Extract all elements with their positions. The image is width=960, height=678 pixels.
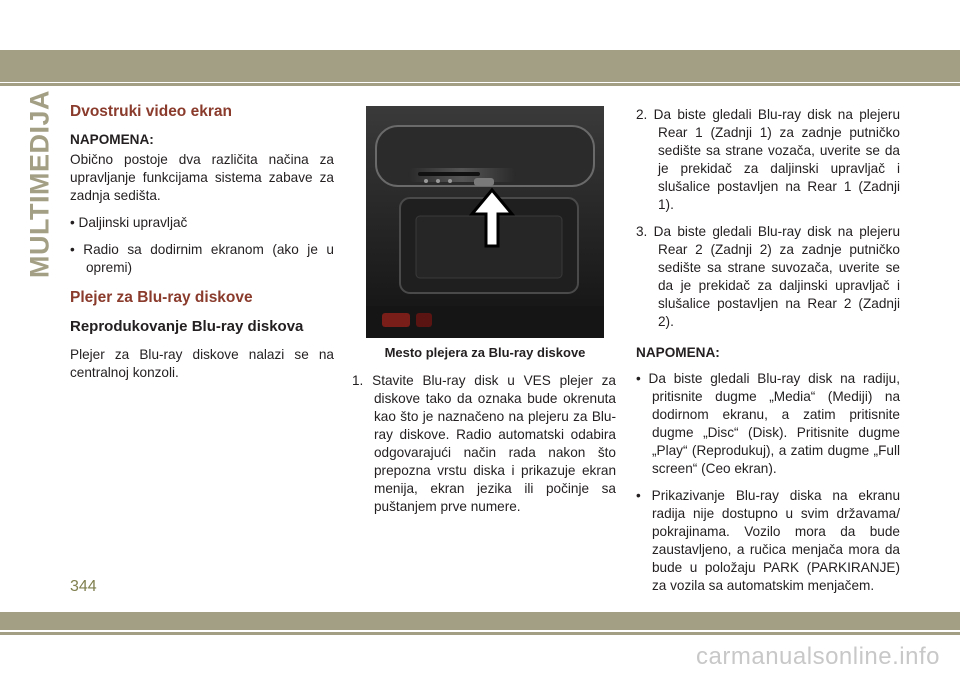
note-label-right: NAPOMENA: [636, 345, 720, 360]
section-tab-label: MULTIMEDIJA [24, 90, 55, 278]
heading-dual-video: Dvostruki video ekran [70, 103, 232, 120]
left-column [70, 102, 334, 382]
step-3: 3. Da biste gledali Blu-ray disk na plejeru Rear 2 (Zadnji 2) za zadnje putničko sedište sa strane suvozača, uverite se da je prekidač za daljinski upravljač i slušalice postavljen na Rear 2 (Zadnji 2). [636, 224, 900, 329]
note-text: Obično postoje dva različita načina za upravljanje funkcijama sistema zabave za zadnja sedišta. [70, 152, 334, 203]
middle-column [352, 372, 616, 516]
note-label: NAPOMENA: [70, 132, 154, 147]
bullet-touchscreen: • Radio sa dodirnim ekranom (ako je u opremi) [70, 242, 334, 275]
note-bullet-media: • Da biste gledali Blu-ray disk na radiju, pritisnite dugme „Media“ (Mediji) na dodirnom ekranu, a zatim pritisnite dugme „Disc“ (Disk). Pritisnite dugme „Play“ (Reprodukuj), a zatim dugme „Full screen“ (Ceo ekran). [636, 371, 900, 476]
console-illustration [366, 106, 604, 338]
header-rule [0, 83, 960, 86]
watermark: carmanualsonline.info [696, 643, 940, 670]
photo-caption: Mesto plejera za Blu-ray diskove [384, 345, 586, 360]
top-margin [0, 0, 960, 50]
note-bullet-availability: • Prikazivanje Blu-ray diska na ekranu radija nije dostupno u svim državama/ pokrajinama. Vozilo mora da bude zaustavljeno, a ručica menjača mora da bude u položaju PARK (PARKIRANJE) za vozila sa automatskim menjačem. [636, 488, 900, 593]
bluray-player-photo [366, 106, 604, 338]
bullet-remote: • Daljinski upravljač [70, 215, 188, 230]
heading-bluray-playback: Reprodukovanje Blu-ray diskova [70, 318, 304, 335]
header-band [0, 50, 960, 82]
body-text: Plejer za Blu-ray diskove nalazi se na centralnoj konzoli. [70, 347, 334, 380]
footer-rule [0, 632, 960, 635]
footer-band [0, 612, 960, 630]
page-number: 344 [70, 578, 97, 595]
step-1: 1. Stavite Blu-ray disk u VES plejer za diskove tako da oznaka bude okrenuta kao što je naznačeno na plejeru za Blu-ray diskove. Radio automatski odabira odgovarajući način rada nakon što prepozna vrstu diska i prikazuje ekran menija, ekran jezika ili počinje sa puštanjem prve numere. [352, 373, 616, 514]
section-tab [24, 90, 55, 278]
heading-bluray-player: Plejer za Blu-ray diskove [70, 289, 253, 306]
right-column [636, 106, 900, 595]
step-2: 2. Da biste gledali Blu-ray disk na plejeru Rear 1 (Zadnji 1) za zadnje putničko sedište sa strane vozača, uverite se da je prekidač za daljinski upravljač i slušalice postavljen na Rear 1 (Zadnji 1). [636, 107, 900, 212]
